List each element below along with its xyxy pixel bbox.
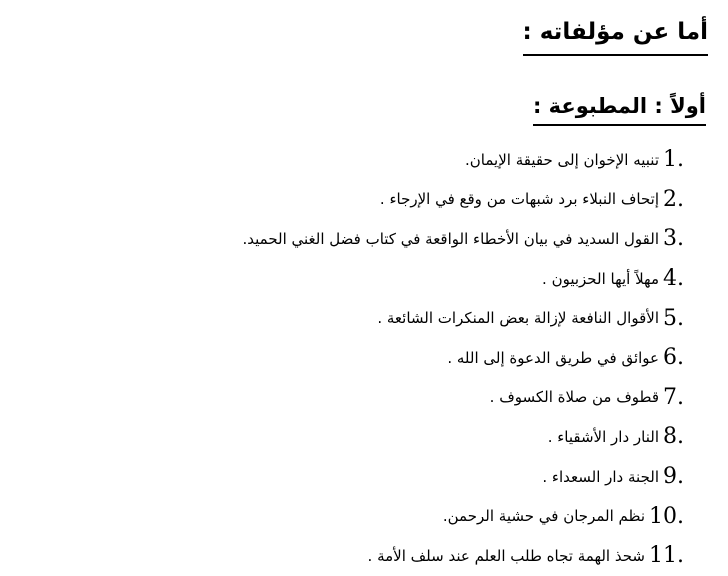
item-text: قطوف من صلاة الكسوف . xyxy=(489,388,659,407)
item-number: 8. xyxy=(663,424,684,450)
item-number: 5. xyxy=(663,305,684,331)
list-item xyxy=(242,457,684,497)
publications-list xyxy=(242,140,684,576)
item-text: شحذ الهمة تجاه طلب العلم عند سلف الأمة . xyxy=(367,546,645,565)
item-number: 2. xyxy=(663,186,684,212)
list-item xyxy=(242,496,684,536)
list-item xyxy=(242,378,684,418)
item-number: 7. xyxy=(663,384,684,410)
item-number: 9. xyxy=(663,464,684,490)
item-number: 4. xyxy=(663,266,684,292)
item-text: تنبيه الإخوان إلى حقيقة الإيمان. xyxy=(465,150,659,169)
list-item xyxy=(242,140,684,180)
item-text: الأقوال النافعة لإزالة بعض المنكرات الشائعة . xyxy=(377,309,659,328)
section-heading: أما عن مؤلفاته : xyxy=(523,14,708,56)
item-number: 3. xyxy=(663,226,684,252)
item-text: مهلاً أيها الحزبيون . xyxy=(542,269,659,288)
item-text: الجنة دار السعداء . xyxy=(542,467,659,486)
list-item xyxy=(242,298,684,338)
list-item xyxy=(242,536,684,576)
item-number: 6. xyxy=(663,345,684,371)
item-number: 11. xyxy=(649,543,684,569)
list-item xyxy=(242,338,684,378)
item-number: 10. xyxy=(649,503,684,529)
list-item xyxy=(242,180,684,220)
list-item xyxy=(242,259,684,299)
subsection-heading: أولاً : المطبوعة : xyxy=(533,90,706,126)
item-text: نظم المرجان في حشية الرحمن. xyxy=(442,507,645,526)
item-text: إتحاف النبلاء برد شبهات من وقع في الإرجاء . xyxy=(379,190,659,209)
item-number: 1. xyxy=(663,147,684,173)
item-text: عوائق في طريق الدعوة إلى الله . xyxy=(447,348,659,367)
item-text: القول السديد في بيان الأخطاء الواقعة في كتاب فضل الغني الحميد. xyxy=(242,229,659,248)
item-text: النار دار الأشقياء . xyxy=(547,427,659,446)
list-item xyxy=(242,417,684,457)
list-item xyxy=(242,219,684,259)
